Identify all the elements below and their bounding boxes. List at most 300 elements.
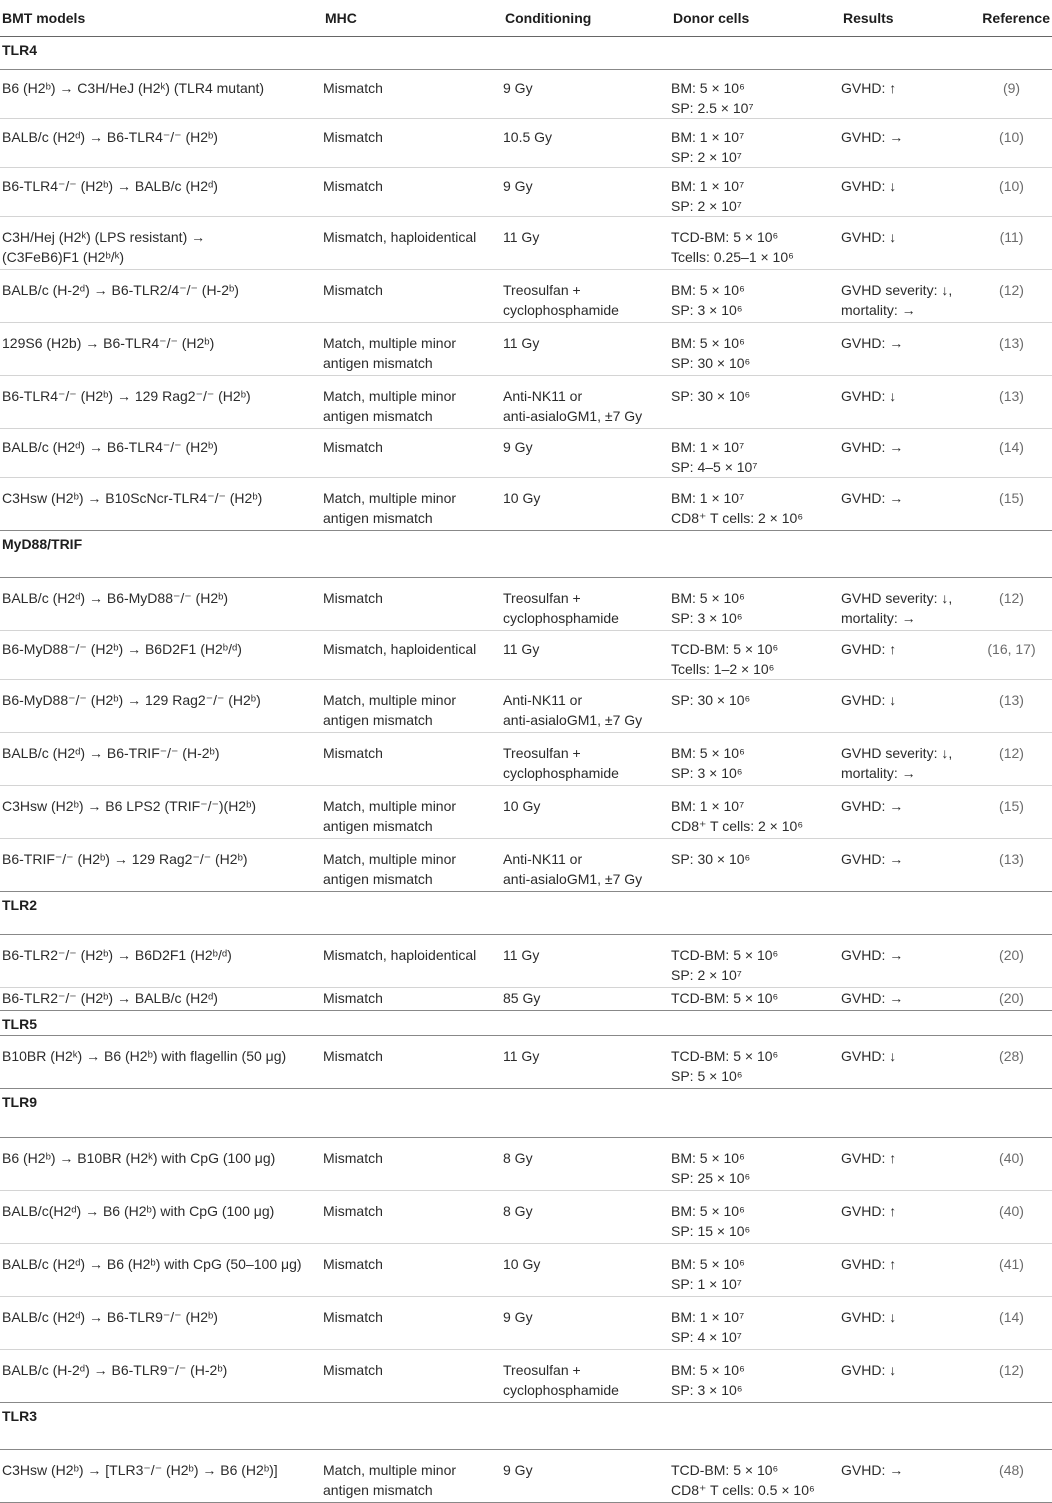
donor-cells-cell-line: SP: 15 × 10⁶	[671, 1223, 751, 1239]
header-bmt-models: BMT models	[0, 0, 323, 37]
bmt-model-cell-line: C3Hsw (H2ᵇ) → [TLR3⁻/⁻ (H2ᵇ) → B6 (H2ᵇ)]	[2, 1462, 278, 1478]
mhc-cell-line: Mismatch, haploidentical	[323, 947, 477, 963]
conditioning-cell-line: anti-asialoGM1, ±7 Gy	[503, 408, 643, 424]
results-cell	[841, 1297, 971, 1350]
donor-cells-cell-line: BM: 5 × 10⁶	[671, 282, 745, 298]
donor-cells-cell	[671, 270, 841, 323]
donor-cells-cell-line: SP: 5 × 10⁶	[671, 1068, 743, 1084]
donor-cells-cell	[671, 70, 841, 119]
donor-cells-cell-line: SP: 3 × 10⁶	[671, 1382, 743, 1398]
donor-cells-cell-line: SP: 30 × 10⁶	[671, 692, 751, 708]
results-cell-line: GVHD: ↑	[841, 80, 897, 96]
bmt-model-cell-line: B6-TRIF⁻/⁻ (H2ᵇ) → 129 Rag2⁻/⁻ (H2ᵇ)	[2, 851, 248, 867]
section-header-row	[0, 37, 1052, 70]
conditioning-cell	[503, 1138, 671, 1191]
reference-cell: (13)	[971, 680, 1052, 733]
conditioning-cell	[503, 1297, 671, 1350]
reference-cell: (12)	[971, 270, 1052, 323]
mhc-cell	[323, 1297, 503, 1350]
conditioning-cell-line: 11 Gy	[503, 335, 540, 351]
conditioning-cell	[503, 988, 671, 1011]
results-cell	[841, 786, 971, 839]
mhc-cell	[323, 578, 503, 631]
reference-cell: (28)	[971, 1036, 1052, 1089]
mhc-cell-line: antigen mismatch	[323, 712, 433, 728]
conditioning-cell-line: anti-asialoGM1, ±7 Gy	[503, 871, 643, 887]
donor-cells-cell-line: SP: 1 × 10⁷	[671, 1276, 742, 1292]
header-results: Results	[841, 0, 971, 37]
results-cell-line: GVHD: ↓	[841, 388, 897, 404]
results-cell-line: GVHD: ↓	[841, 1309, 897, 1325]
donor-cells-cell-line: SP: 4–5 × 10⁷	[671, 459, 758, 475]
donor-cells-cell	[671, 168, 841, 217]
conditioning-cell	[503, 217, 671, 270]
conditioning-cell	[503, 1191, 671, 1244]
bmt-model-cell-line: B10BR (H2ᵏ) → B6 (H2ᵇ) with flagellin (50 μg)	[2, 1048, 287, 1064]
results-cell-line: mortality: →	[841, 765, 916, 781]
conditioning-cell	[503, 680, 671, 733]
results-cell	[841, 1138, 971, 1191]
results-cell-line: GVHD: →	[841, 490, 904, 506]
results-cell	[841, 429, 971, 478]
bmt-model-cell-line: B6-MyD88⁻/⁻ (H2ᵇ) → B6D2F1 (H2ᵇ/ᵈ)	[2, 641, 242, 657]
mhc-cell	[323, 680, 503, 733]
donor-cells-cell-line: SP: 30 × 10⁶	[671, 851, 751, 867]
donor-cells-cell-line: SP: 25 × 10⁶	[671, 1170, 751, 1186]
table-row	[0, 1036, 1052, 1089]
table-row	[0, 168, 1052, 217]
results-cell	[841, 1191, 971, 1244]
bmt-model-cell	[0, 1191, 323, 1244]
mhc-cell	[323, 119, 503, 168]
conditioning-cell-line: Treosulfan +	[503, 282, 581, 298]
bmt-model-cell	[0, 1244, 323, 1297]
donor-cells-cell	[671, 631, 841, 680]
results-cell	[841, 270, 971, 323]
section-header-row	[0, 531, 1052, 578]
results-cell-line: GVHD: →	[841, 129, 904, 145]
bmt-model-cell-line: C3Hsw (H2ᵇ) → B10ScNcr-TLR4⁻/⁻ (H2ᵇ)	[2, 490, 263, 506]
conditioning-cell	[503, 935, 671, 988]
donor-cells-cell-line: BM: 1 × 10⁷	[671, 129, 745, 145]
conditioning-cell	[503, 733, 671, 786]
donor-cells-cell-line: CD8⁺ T cells: 2 × 10⁶	[671, 818, 804, 834]
bmt-model-cell	[0, 733, 323, 786]
donor-cells-cell-line: SP: 30 × 10⁶	[671, 355, 751, 371]
reference-cell: (15)	[971, 786, 1052, 839]
conditioning-cell-line: 11 Gy	[503, 947, 540, 963]
donor-cells-cell-line: TCD-BM: 5 × 10⁶	[671, 990, 779, 1006]
section-title: TLR2	[0, 892, 1052, 935]
reference-cell: (10)	[971, 119, 1052, 168]
results-cell	[841, 680, 971, 733]
conditioning-cell	[503, 1350, 671, 1403]
bmt-model-cell	[0, 270, 323, 323]
results-cell	[841, 935, 971, 988]
header-mhc: MHC	[323, 0, 503, 37]
mhc-cell	[323, 70, 503, 119]
mhc-cell	[323, 1350, 503, 1403]
donor-cells-cell-line: TCD-BM: 5 × 10⁶	[671, 641, 779, 657]
reference-cell: (12)	[971, 1350, 1052, 1403]
donor-cells-cell	[671, 429, 841, 478]
conditioning-cell	[503, 70, 671, 119]
mhc-cell	[323, 1244, 503, 1297]
mhc-cell	[323, 1450, 503, 1503]
bmt-model-cell	[0, 680, 323, 733]
mhc-cell-line: antigen mismatch	[323, 1482, 433, 1498]
results-cell	[841, 168, 971, 217]
donor-cells-cell-line: SP: 2.5 × 10⁷	[671, 100, 754, 116]
conditioning-cell-line: 8 Gy	[503, 1203, 533, 1219]
table-row	[0, 578, 1052, 631]
mhc-cell	[323, 1138, 503, 1191]
bmt-model-cell	[0, 119, 323, 168]
results-cell-line: GVHD: ↑	[841, 641, 897, 657]
results-cell-line: GVHD: ↓	[841, 1048, 897, 1064]
reference-cell: (16, 17)	[971, 631, 1052, 680]
donor-cells-cell	[671, 1297, 841, 1350]
donor-cells-cell-line: CD8⁺ T cells: 2 × 10⁶	[671, 510, 804, 526]
section-title: TLR4	[0, 37, 1052, 70]
bmt-model-cell-line: BALB/c(H2ᵈ) → B6 (H2ᵇ) with CpG (100 μg)	[2, 1203, 275, 1219]
results-cell	[841, 1350, 971, 1403]
mhc-cell	[323, 168, 503, 217]
mhc-cell-line: Mismatch, haploidentical	[323, 641, 477, 657]
reference-cell: (13)	[971, 376, 1052, 429]
mhc-cell	[323, 478, 503, 531]
bmt-model-cell-line: BALB/c (H-2ᵈ) → B6-TLR2/4⁻/⁻ (H-2ᵇ)	[2, 282, 239, 298]
table-row	[0, 376, 1052, 429]
reference-cell: (14)	[971, 429, 1052, 478]
section-header-row	[0, 892, 1052, 935]
bmt-model-cell-line: BALB/c (H-2ᵈ) → B6-TLR9⁻/⁻ (H-2ᵇ)	[2, 1362, 228, 1378]
bmt-model-cell	[0, 935, 323, 988]
mhc-cell-line: Mismatch	[323, 590, 383, 606]
table-row	[0, 1297, 1052, 1350]
mhc-cell-line: Mismatch	[323, 439, 383, 455]
donor-cells-cell-line: SP: 3 × 10⁶	[671, 765, 743, 781]
donor-cells-cell-line: TCD-BM: 5 × 10⁶	[671, 229, 779, 245]
conditioning-cell-line: cyclophosphamide	[503, 765, 619, 781]
conditioning-cell-line: 10 Gy	[503, 490, 541, 506]
bmt-model-cell-line: 129S6 (H2b) → B6-TLR4⁻/⁻ (H2ᵇ)	[2, 335, 215, 351]
conditioning-cell-line: Treosulfan +	[503, 745, 581, 761]
conditioning-cell	[503, 478, 671, 531]
section-title: TLR9	[0, 1089, 1052, 1138]
reference-cell: (48)	[971, 1450, 1052, 1503]
donor-cells-cell-line: SP: 3 × 10⁶	[671, 302, 743, 318]
donor-cells-cell	[671, 680, 841, 733]
donor-cells-cell-line: TCD-BM: 5 × 10⁶	[671, 1048, 779, 1064]
mhc-cell-line: Mismatch	[323, 1362, 383, 1378]
donor-cells-cell-line: TCD-BM: 5 × 10⁶	[671, 947, 779, 963]
donor-cells-cell	[671, 323, 841, 376]
mhc-cell-line: Mismatch	[323, 80, 383, 96]
mhc-cell	[323, 786, 503, 839]
bmt-model-cell-line: BALB/c (H2ᵈ) → B6 (H2ᵇ) with CpG (50–100 μg)	[2, 1256, 302, 1272]
reference-cell: (13)	[971, 839, 1052, 892]
donor-cells-cell	[671, 786, 841, 839]
table-row	[0, 429, 1052, 478]
table-row	[0, 270, 1052, 323]
donor-cells-cell	[671, 1138, 841, 1191]
table-row	[0, 1244, 1052, 1297]
conditioning-cell-line: 9 Gy	[503, 178, 533, 194]
table-row	[0, 217, 1052, 270]
conditioning-cell-line: 9 Gy	[503, 1309, 533, 1325]
results-cell-line: GVHD: →	[841, 990, 904, 1006]
donor-cells-cell	[671, 1191, 841, 1244]
conditioning-cell-line: 10 Gy	[503, 1256, 541, 1272]
bmt-model-cell-line: BALB/c (H2ᵈ) → B6-TLR4⁻/⁻ (H2ᵇ)	[2, 129, 218, 145]
donor-cells-cell	[671, 1036, 841, 1089]
table-body	[0, 37, 1052, 1503]
results-cell	[841, 1244, 971, 1297]
results-cell-line: GVHD: ↓	[841, 1362, 897, 1378]
results-cell	[841, 217, 971, 270]
conditioning-cell	[503, 270, 671, 323]
mhc-cell	[323, 935, 503, 988]
results-cell-line: GVHD: ↑	[841, 1256, 897, 1272]
table-row	[0, 733, 1052, 786]
mhc-cell	[323, 376, 503, 429]
bmt-model-cell	[0, 1138, 323, 1191]
results-cell-line: GVHD severity: ↓,	[841, 590, 953, 606]
conditioning-cell-line: 85 Gy	[503, 990, 541, 1006]
donor-cells-cell	[671, 478, 841, 531]
bmt-model-cell-line: B6-TLR2⁻/⁻ (H2ᵇ) → B6D2F1 (H2ᵇ/ᵈ)	[2, 947, 232, 963]
reference-cell: (10)	[971, 168, 1052, 217]
conditioning-cell-line: Treosulfan +	[503, 1362, 581, 1378]
donor-cells-cell-line: BM: 5 × 10⁶	[671, 1203, 745, 1219]
mhc-cell-line: antigen mismatch	[323, 818, 433, 834]
results-cell-line: GVHD: →	[841, 335, 904, 351]
conditioning-cell-line: Anti-NK11 or	[503, 851, 583, 867]
donor-cells-cell-line: SP: 2 × 10⁷	[671, 967, 742, 983]
conditioning-cell	[503, 1450, 671, 1503]
results-cell	[841, 839, 971, 892]
mhc-cell-line: Match, multiple minor	[323, 692, 457, 708]
results-cell	[841, 733, 971, 786]
mhc-cell-line: Match, multiple minor	[323, 388, 457, 404]
results-cell	[841, 1036, 971, 1089]
donor-cells-cell	[671, 988, 841, 1011]
bmt-model-cell	[0, 1036, 323, 1089]
results-cell-line: GVHD: ↓	[841, 229, 897, 245]
table-header-row	[0, 0, 1052, 37]
mhc-cell	[323, 323, 503, 376]
mhc-cell-line: Mismatch	[323, 745, 383, 761]
results-cell-line: GVHD severity: ↓,	[841, 282, 953, 298]
table-row	[0, 839, 1052, 892]
table-row	[0, 1450, 1052, 1503]
table-row	[0, 786, 1052, 839]
results-cell	[841, 1450, 971, 1503]
mhc-cell	[323, 1191, 503, 1244]
donor-cells-cell-line: BM: 5 × 10⁶	[671, 1362, 745, 1378]
donor-cells-cell-line: SP: 4 × 10⁷	[671, 1329, 742, 1345]
mhc-cell-line: antigen mismatch	[323, 510, 433, 526]
section-header-row	[0, 1089, 1052, 1138]
table-row	[0, 70, 1052, 119]
donor-cells-cell-line: BM: 5 × 10⁶	[671, 590, 745, 606]
donor-cells-cell	[671, 1450, 841, 1503]
donor-cells-cell	[671, 578, 841, 631]
header-reference: Reference	[971, 0, 1052, 37]
bmt-model-cell-line: B6-MyD88⁻/⁻ (H2ᵇ) → 129 Rag2⁻/⁻ (H2ᵇ)	[2, 692, 261, 708]
mhc-cell-line: Match, multiple minor	[323, 335, 457, 351]
conditioning-cell	[503, 786, 671, 839]
header-conditioning: Conditioning	[503, 0, 671, 37]
conditioning-cell	[503, 578, 671, 631]
donor-cells-cell-line: Tcells: 1–2 × 10⁶	[671, 661, 775, 677]
conditioning-cell-line: 10 Gy	[503, 798, 541, 814]
reference-cell: (41)	[971, 1244, 1052, 1297]
bmt-model-cell	[0, 1297, 323, 1350]
results-cell	[841, 631, 971, 680]
conditioning-cell-line: cyclophosphamide	[503, 610, 619, 626]
reference-cell: (40)	[971, 1138, 1052, 1191]
results-cell	[841, 70, 971, 119]
bmt-model-cell-line: (C3FeB6)F1 (H2ᵇ/ᵏ)	[2, 249, 125, 265]
results-cell	[841, 376, 971, 429]
donor-cells-cell	[671, 733, 841, 786]
mhc-cell	[323, 270, 503, 323]
donor-cells-cell-line: BM: 5 × 10⁶	[671, 1150, 745, 1166]
mhc-cell-line: Mismatch	[323, 1150, 383, 1166]
results-cell-line: GVHD: →	[841, 1462, 904, 1478]
conditioning-cell	[503, 1036, 671, 1089]
donor-cells-cell-line: Tcells: 0.25–1 × 10⁶	[671, 249, 794, 265]
mhc-cell	[323, 1036, 503, 1089]
mhc-cell-line: antigen mismatch	[323, 355, 433, 371]
bmt-model-cell	[0, 1450, 323, 1503]
reference-cell: (40)	[971, 1191, 1052, 1244]
bmt-model-cell	[0, 217, 323, 270]
conditioning-cell-line: Anti-NK11 or	[503, 692, 583, 708]
bmt-model-cell-line: BALB/c (H2ᵈ) → B6-TLR4⁻/⁻ (H2ᵇ)	[2, 439, 218, 455]
conditioning-cell	[503, 429, 671, 478]
table-row	[0, 631, 1052, 680]
table-row	[0, 323, 1052, 376]
donor-cells-cell-line: BM: 1 × 10⁷	[671, 1309, 745, 1325]
bmt-model-cell	[0, 70, 323, 119]
donor-cells-cell	[671, 217, 841, 270]
conditioning-cell-line: cyclophosphamide	[503, 302, 619, 318]
conditioning-cell	[503, 839, 671, 892]
donor-cells-cell-line: BM: 1 × 10⁷	[671, 490, 745, 506]
donor-cells-cell	[671, 839, 841, 892]
donor-cells-cell-line: BM: 1 × 10⁷	[671, 178, 745, 194]
donor-cells-cell-line: BM: 5 × 10⁶	[671, 335, 745, 351]
results-cell-line: GVHD: ↓	[841, 692, 897, 708]
table-row	[0, 935, 1052, 988]
mhc-cell-line: antigen mismatch	[323, 871, 433, 887]
mhc-cell-line: Mismatch	[323, 990, 383, 1006]
reference-cell: (20)	[971, 988, 1052, 1011]
donor-cells-cell-line: SP: 30 × 10⁶	[671, 388, 751, 404]
bmt-model-cell-line: B6-TLR4⁻/⁻ (H2ᵇ) → 129 Rag2⁻/⁻ (H2ᵇ)	[2, 388, 251, 404]
conditioning-cell-line: cyclophosphamide	[503, 1382, 619, 1398]
section-header-row	[0, 1403, 1052, 1450]
donor-cells-cell-line: BM: 5 × 10⁶	[671, 1256, 745, 1272]
donor-cells-cell-line: CD8⁺ T cells: 0.5 × 10⁶	[671, 1482, 815, 1498]
conditioning-cell	[503, 631, 671, 680]
conditioning-cell	[503, 1244, 671, 1297]
mhc-cell-line: Match, multiple minor	[323, 851, 457, 867]
table-row	[0, 1138, 1052, 1191]
mhc-cell-line: Mismatch	[323, 1309, 383, 1325]
conditioning-cell-line: Anti-NK11 or	[503, 388, 583, 404]
conditioning-cell	[503, 119, 671, 168]
bmt-model-cell	[0, 1350, 323, 1403]
mhc-cell-line: Mismatch	[323, 1203, 383, 1219]
mhc-cell	[323, 733, 503, 786]
results-cell	[841, 988, 971, 1011]
results-cell-line: GVHD: ↑	[841, 1150, 897, 1166]
section-title: TLR5	[0, 1011, 1052, 1036]
results-cell	[841, 323, 971, 376]
mhc-cell-line: Match, multiple minor	[323, 490, 457, 506]
mhc-cell-line: Match, multiple minor	[323, 1462, 457, 1478]
conditioning-cell	[503, 168, 671, 217]
donor-cells-cell-line: SP: 2 × 10⁷	[671, 149, 742, 165]
bmt-model-cell	[0, 376, 323, 429]
donor-cells-cell-line: TCD-BM: 5 × 10⁶	[671, 1462, 779, 1478]
reference-cell: (9)	[971, 70, 1052, 119]
table-row	[0, 1191, 1052, 1244]
bmt-model-cell-line: C3Hsw (H2ᵇ) → B6 LPS2 (TRIF⁻/⁻)(H2ᵇ)	[2, 798, 257, 814]
conditioning-cell-line: Treosulfan +	[503, 590, 581, 606]
bmt-model-cell-line: B6 (H2ᵇ) → C3H/HeJ (H2ᵏ) (TLR4 mutant)	[2, 80, 265, 96]
reference-cell: (12)	[971, 578, 1052, 631]
section-title: MyD88/TRIF	[0, 531, 1052, 578]
donor-cells-cell-line: BM: 1 × 10⁷	[671, 439, 745, 455]
mhc-cell-line: Match, multiple minor	[323, 798, 457, 814]
bmt-model-cell	[0, 631, 323, 680]
reference-cell: (20)	[971, 935, 1052, 988]
results-cell-line: mortality: →	[841, 302, 916, 318]
reference-cell: (15)	[971, 478, 1052, 531]
donor-cells-cell	[671, 376, 841, 429]
reference-cell: (12)	[971, 733, 1052, 786]
bmt-model-cell-line: BALB/c (H2ᵈ) → B6-MyD88⁻/⁻ (H2ᵇ)	[2, 590, 229, 606]
mhc-cell	[323, 631, 503, 680]
conditioning-cell-line: 9 Gy	[503, 439, 533, 455]
reference-cell: (11)	[971, 217, 1052, 270]
section-title: TLR3	[0, 1403, 1052, 1450]
mhc-cell	[323, 217, 503, 270]
bmt-model-cell	[0, 786, 323, 839]
bmt-model-cell	[0, 839, 323, 892]
results-cell	[841, 578, 971, 631]
bmt-model-cell	[0, 323, 323, 376]
results-cell-line: GVHD severity: ↓,	[841, 745, 953, 761]
results-cell	[841, 478, 971, 531]
bmt-model-cell-line: BALB/c (H2ᵈ) → B6-TRIF⁻/⁻ (H-2ᵇ)	[2, 745, 220, 761]
bmt-model-cell-line: B6 (H2ᵇ) → B10BR (H2ᵏ) with CpG (100 μg)	[2, 1150, 276, 1166]
results-cell-line: GVHD: →	[841, 851, 904, 867]
bmt-model-cell	[0, 988, 323, 1011]
mhc-cell-line: Mismatch	[323, 178, 383, 194]
reference-cell: (14)	[971, 1297, 1052, 1350]
donor-cells-cell-line: BM: 5 × 10⁶	[671, 745, 745, 761]
donor-cells-cell-line: SP: 3 × 10⁶	[671, 610, 743, 626]
mhc-cell-line: Mismatch	[323, 129, 383, 145]
table-row	[0, 1350, 1052, 1403]
bmt-model-cell	[0, 168, 323, 217]
